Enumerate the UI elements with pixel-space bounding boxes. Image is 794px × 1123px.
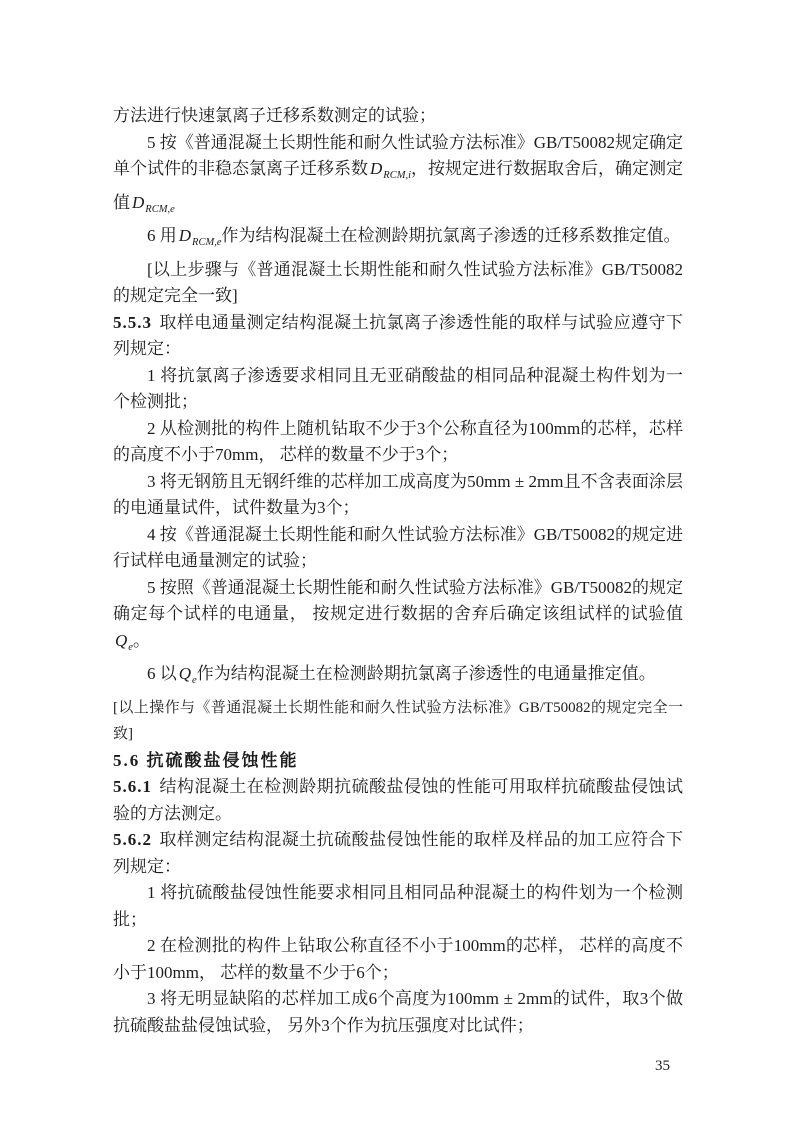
page-number: 35	[655, 1058, 670, 1074]
list-item-2: 2 在检测批的构件上钻取公称直径不小于100mm的芯样， 芯样的高度不小于100mm， 芯样的数量不少于6个；	[113, 936, 683, 982]
list-item-5-rcm	[113, 130, 683, 224]
math-subscript-e: e	[128, 641, 133, 653]
math-subscript-rcm-e: RCM,e	[192, 237, 222, 248]
list-item-text: 5 按《普通混凝土长期性能和耐久性试验方法标准》GB/T50082规定确定单个试件的非稳态氯离子迁移系数	[113, 132, 683, 178]
list-item-6-rcm	[113, 223, 683, 257]
section-heading-5-6: 5.6 抗硫酸盐侵蚀性能	[113, 750, 299, 770]
math-var-Q: Q	[115, 630, 128, 650]
list-item-3: 3 将无钢筋且无钢纤维的芯样加工成高度为50mm ± 2mm且不含表面涂层的电通量试件，试件数量为3个；	[113, 471, 683, 517]
list-item-text: 作为结构混凝土在检测龄期抗氯离子渗透的迁移系数推定值。	[221, 226, 681, 245]
math-var-Q: Q	[178, 664, 192, 683]
math-var-D: D	[132, 192, 145, 212]
clause-5-5-3	[113, 310, 683, 363]
clause-number: 5.5.3	[113, 312, 152, 332]
clause-number: 5.6.2	[113, 830, 152, 849]
list-item-6-q	[113, 661, 683, 695]
clause-text: 取样电通量测定结构混凝土抗氯离子渗透性能的取样与试验应遵守下列规定：	[113, 312, 683, 358]
list-item-4: 4 按《普通混凝土长期性能和耐久性试验方法标准》GB/T50082的规定进行试样电通量测定的试验；	[113, 524, 683, 570]
math-subscript-e: e	[192, 675, 197, 686]
math-subscript-rcm-i: RCM,i	[383, 170, 411, 181]
note-bracket-operations: [以上操作与《普通混凝土长期性能和耐久性试验方法标准》GB/T50082的规定完全一致]	[113, 699, 683, 742]
clause-text: 取样测定结构混凝土抗硫酸盐侵蚀性能的取样及样品的加工应符合下列规定：	[113, 830, 683, 876]
list-item-text: 5 按照《普通混凝土长期性能和耐久性试验方法标准》GB/T50082的规定确定每个试样的电通量， 按规定进行数据的舍弃后确定该组试样的试验值	[113, 577, 683, 623]
note-bracket-steps: [以上步骤与《普通混凝土长期性能和耐久性试验方法标准》GB/T50082 的规定完全一致]	[113, 259, 683, 305]
list-item-text: 6 以	[147, 664, 177, 683]
math-var-D: D	[178, 226, 192, 245]
list-item-text: ，按规定进行数据取舍后，确定测定值	[113, 159, 683, 212]
math-subscript-rcm-e: RCM,e	[145, 203, 175, 215]
list-item-1: 1 将抗氯离子渗透要求相同且无亚硝酸盐的相同品种混凝土构件划为一个检测批；	[113, 365, 683, 411]
math-var-D: D	[370, 159, 383, 178]
paragraph-continuation: 方法进行快速氯离子迁移系数测定的试验；	[113, 106, 436, 125]
page-content	[113, 103, 683, 1039]
list-item-text: 作为结构混凝土在检测龄期抗氯离子渗透性的电通量推定值。	[196, 664, 656, 683]
list-item-text: 6 用	[147, 226, 177, 245]
list-item-text: 。	[132, 630, 150, 650]
list-item-1: 1 将抗硫酸盐侵蚀性能要求相同且相同品种混凝土的构件划为一个检测批；	[113, 883, 683, 929]
clause-5-6-2	[113, 827, 683, 880]
list-item-2: 2 从检测批的构件上随机钻取不少于3个公称直径为100mm的芯样，芯样的高度不小于70mm， 芯样的数量不少于3个；	[113, 418, 683, 464]
clause-number: 5.6.1	[113, 777, 152, 796]
clause-text: 结构混凝土在检测龄期抗硫酸盐侵蚀的性能可用取样抗硫酸盐侵蚀试验的方法测定。	[113, 777, 683, 823]
list-item-3: 3 将无明显缺陷的芯样加工成6个高度为100mm ± 2mm的试件，取3个做抗硫酸盐盐侵蚀试验， 另外3个作为抗压强度对比试件；	[113, 989, 683, 1035]
clause-5-6-1	[113, 774, 683, 827]
list-item-5-q	[113, 575, 683, 662]
